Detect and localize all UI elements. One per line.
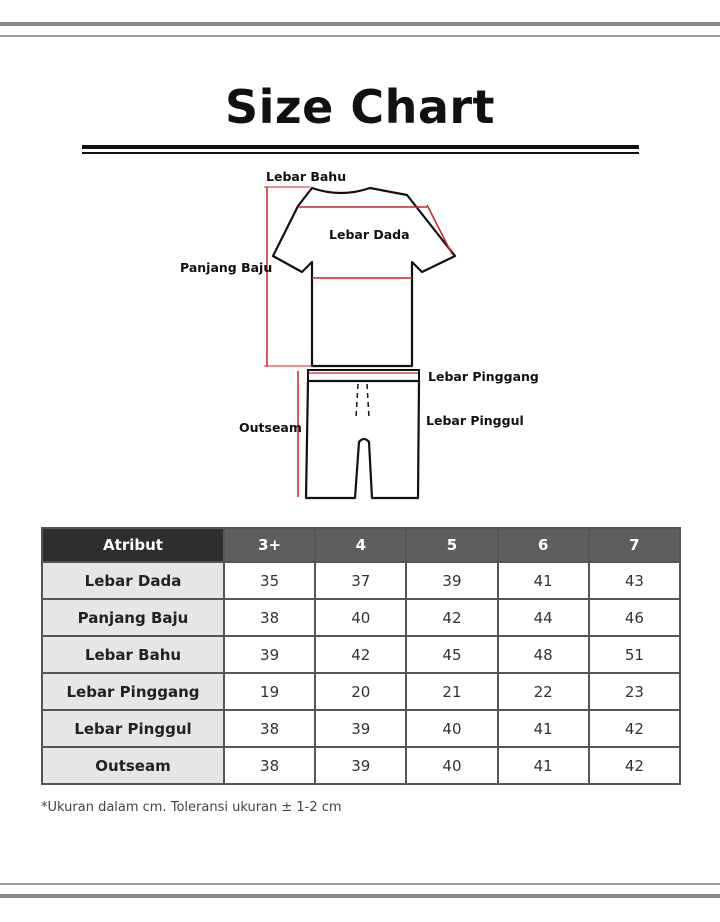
table-cell: 39	[315, 710, 406, 747]
table-row	[42, 673, 680, 710]
table-cell: 41	[498, 562, 589, 599]
table-cell: 40	[406, 710, 497, 747]
table-cell: 39	[315, 747, 406, 784]
header-cell-size: 7	[589, 528, 680, 562]
table-cell: 43	[589, 562, 680, 599]
size-table	[41, 527, 681, 785]
table-cell: 41	[498, 747, 589, 784]
bottom-frame-line-thick	[0, 894, 720, 898]
table-cell: 51	[589, 636, 680, 673]
header-cell-size: 3+	[224, 528, 315, 562]
row-label: Lebar Pinggul	[42, 710, 224, 747]
row-label: Lebar Bahu	[42, 636, 224, 673]
table-cell: 38	[224, 747, 315, 784]
table-cell: 42	[406, 599, 497, 636]
row-label: Panjang Baju	[42, 599, 224, 636]
table-row	[42, 562, 680, 599]
label-lebar-bahu: Lebar Bahu	[266, 169, 347, 184]
row-label: Outseam	[42, 747, 224, 784]
page-title: Size Chart	[224, 80, 496, 134]
table-row	[42, 599, 680, 636]
table-cell: 38	[224, 599, 315, 636]
table-cell: 20	[315, 673, 406, 710]
table-row	[42, 636, 680, 673]
table-cell: 44	[498, 599, 589, 636]
table-row	[42, 747, 680, 784]
table-cell: 42	[589, 747, 680, 784]
table-cell: 42	[589, 710, 680, 747]
table-cell: 38	[224, 710, 315, 747]
label-panjang-baju: Panjang Baju	[180, 260, 273, 275]
row-label: Lebar Dada	[42, 562, 224, 599]
table-row	[42, 710, 680, 747]
table-cell: 46	[589, 599, 680, 636]
header-cell-attribute: Atribut	[42, 528, 224, 562]
table-header-row	[42, 528, 680, 562]
shorts-outline	[306, 381, 419, 498]
header-cell-size: 5	[406, 528, 497, 562]
table-cell: 39	[406, 562, 497, 599]
table-cell: 42	[315, 636, 406, 673]
header-cell-size: 6	[498, 528, 589, 562]
table-cell: 48	[498, 636, 589, 673]
table-cell: 40	[315, 599, 406, 636]
table-cell: 22	[498, 673, 589, 710]
table-cell: 45	[406, 636, 497, 673]
header-cell-size: 4	[315, 528, 406, 562]
label-lebar-pinggul: Lebar Pinggul	[426, 413, 524, 428]
table-cell: 35	[224, 562, 315, 599]
row-label: Lebar Pinggang	[42, 673, 224, 710]
size-tolerance-note: *Ukuran dalam cm. Toleransi ukuran ± 1-2 cm	[41, 800, 342, 815]
table-cell: 19	[224, 673, 315, 710]
tshirt-outline	[273, 188, 455, 366]
table-cell: 40	[406, 747, 497, 784]
label-lebar-dada: Lebar Dada	[329, 227, 410, 242]
label-lebar-pinggang: Lebar Pinggang	[428, 369, 539, 384]
table-cell: 37	[315, 562, 406, 599]
label-outseam: Outseam	[239, 420, 302, 435]
table-cell: 21	[406, 673, 497, 710]
bottom-frame-line-thin	[0, 883, 720, 885]
table-cell: 41	[498, 710, 589, 747]
table-cell: 39	[224, 636, 315, 673]
shorts-waistband	[308, 370, 419, 381]
table-cell: 23	[589, 673, 680, 710]
